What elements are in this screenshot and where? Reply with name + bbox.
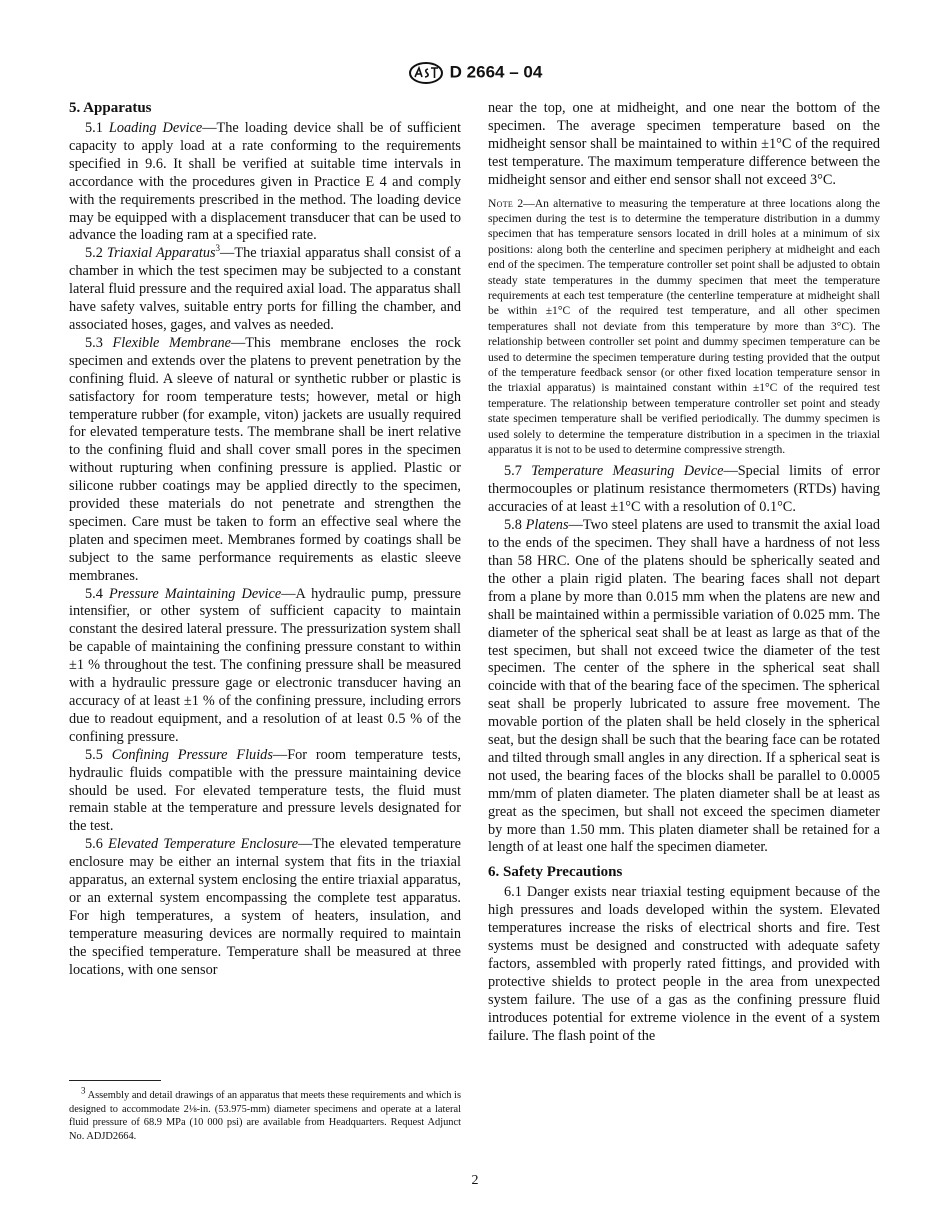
- note-2: Note 2—An alternative to measuring the temperature at three locations along the specimen during the test is to determine the temperature distribution in a dummy specimen that has temperature sensors located in drill holes at a minimum of six positions: along both the centerline and specimen periphery at midheight and each end of the specimen. The temperature controller set point shall be adjusted to obtain steady state temperatures in the dummy specimen that meet the temperature requirements at each test temperature (the centerline temperature at midheight shall be within ±1°C of the required test temperature, and all other specimen temperatures shall not deviate from this temperature by more than 3°C). The relationship between controller set point and dummy specimen temperature can be used to determine the specimen temperature during testing provided that the output of the temperature feedback sensor (or other fixed location temperature sensor in the triaxial apparatus) is maintained constant within ±1°C of the required test temperature. The relationship between temperature controller set point and steady state specimen temperature shall be verified periodically. The dummy specimen is used solely to determine the temperature distribution in a specimen in the triaxial apparatus it is not to be used to determine compressive strength.: [488, 196, 880, 457]
- left-column: [69, 99, 461, 980]
- para-5-1: 5.1 Loading Device—The loading device shall be of sufficient capacity to apply load at a rate conforming to the requirements specified in 9.6. It shall be verified at suitable time intervals in accordance with the procedures given in Practice E 4 and comply with the requirements prescribed in the method. The loading device may be equipped with a displacement transducer that can be used to advance the loading ram at a specified rate.: [69, 120, 462, 244]
- para-5-3: 5.3 Flexible Membrane—This membrane encloses the rock specimen and extends over the platens to prevent penetration by the confining fluid. A sleeve of natural or synthetic rubber or plastic is satisfactory for room temperature tests; however, metal or high temperature rubber (for example, viton) jackets are usually required for elevated temperature tests. The membrane shall be inert relative to the confining fluid and shall cover small pores in the specimen without rupturing when confining pressure is applied. Plastic or silicone rubber coatings may be applied directly to the specimen, provided these materials do not penetrate and strengthen the specimen. Care must be taken to form an effective seal where the platen and specimen meet. Membranes formed by coatings shall be subject to the same performance requirements as elastic sleeve membranes.: [69, 334, 461, 584]
- para-5-7: 5.7 Temperature Measuring Device—Special limits of error thermocouples or platinum resistance thermometers (RTDs) having accuracies of at least ±1°C with a resolution of 0.1°C.: [488, 463, 880, 516]
- section-5-title: 5. Apparatus: [69, 100, 152, 116]
- astm-logo-icon: [408, 62, 444, 84]
- page-header: [0, 62, 950, 84]
- para-5-6-continued: near the top, one at midheight, and one near the bottom of the specimen. The average specimen temperature based on the midheight sensor shall be maintained to within ±1°C of the required test temperature. The maximum temperature difference between the midheight sensor and either end sensor shall not exceed 3°C.: [488, 100, 880, 188]
- footnote-ref: 3: [215, 243, 221, 254]
- para-5-2: 5.2 Triaxial Apparatus$^3$—The triaxial apparatus shall consist of a chamber in which the test specimen may be subjected to a constant lateral fluid pressure and the required axial load. The apparatus shall have safety valves, suitable entry ports for filling the chamber, and associated hoses, gages, and valves as needed.: [69, 243, 461, 333]
- footnote-divider: [69, 1080, 161, 1081]
- para-5-4: 5.4 Pressure Maintaining Device—A hydraulic pump, pressure intensifier, or other system of sufficient capacity to maintain constant the desired lateral pressure. The pressurization system shall be capable of maintaining the confining pressure constant to within ±1 % throughout the test. The confining pressure shall be measured with a hydraulic pressure gage or electronic transducer having an accuracy of at least ±1 % of the confining pressure, including errors due to readout equipment, and a resolution of at least 0.5 % of the confining pressure.: [69, 585, 461, 745]
- para-5-6: 5.6 Elevated Temperature Enclosure—The elevated temperature enclosure may be either an internal system that fits in the triaxial apparatus, an external system enclosing the entire triaxial apparatus, or an external system encompassing the complete test apparatus. For high temperatures, a system of heaters, insulation, and temperature measuring devices are normally required to maintain the specified temperature. Temperature shall be measured at three locations, with one sensor: [69, 836, 461, 978]
- section-6-title: 6. Safety Precautions: [488, 864, 623, 881]
- page-number: 2: [471, 1173, 479, 1188]
- footnote-3: $^3$ Assembly and detail drawings of an apparatus that meets these requirements and which is designed to accommodate 2⅛-in. (53.975-mm) diameter specimens and operate at a lateral fluid pressure of 68.9 MPa (10 000 psi) are available from Headquarters. Request Adjunct No. ADJD2664.: [69, 1085, 461, 1142]
- designation: D 2664 – 04: [449, 62, 543, 82]
- para-5-8: 5.8 Platens—Two steel platens are used to transmit the axial load to the ends of the specimen. They shall have a hardness of not less than 58 HRC. One of the platens should be spherically seated and the other a plain rigid platen. The bearing faces shall not depart from a plane by more than 0.015 mm when the platens are new and shall be maintained within a permissible variation of 0.025 mm. The diameter of the spherical seat shall be at least as large as that of the test specimen, but shall not exceed twice the diameter of the test specimen. The center of the sphere in the spherical seat shall coincide with that of the bearing face of the specimen. The spherical seat shall be properly lubricated to assure free movement. The movable portion of the platen shall be held closely in the spherical seat, but the design shall be such that the bearing face can be rotated and tilted through small angles in any direction. If a spherical seat is not used, the bearing faces of the blocks shall be parallel to 0.0005 mm/mm of platen diameter. The platen diameter shall be at least as great as the specimen, but shall not exceed the specimen diameter by more than 1.50 mm. This platen diameter shall be retained for a length of at least one half the specimen diameter.: [488, 517, 880, 856]
- right-column: [488, 100, 880, 1046]
- para-6-1: 6.1 Danger exists near triaxial testing equipment because of the high pressures and loads developed within the system. Elevated temperatures increase the risks of electrical shorts and fire. Test systems must be designed and constructed with adequate safety factors, assembled with properly rated fittings, and provided with protective shields to protect people in the area from unexpected system failure. The use of a gas as the confining pressure fluid introduces potential for extreme violence in the event of a system failure. The flash point of the: [488, 884, 880, 1044]
- para-5-5: 5.5 Confining Pressure Fluids—For room temperature tests, hydraulic fluids compatible with the pressure maintaining device should be used. For elevated temperature tests, the fluid must remain stable at the temperature and pressure levels designated for the test.: [69, 746, 461, 835]
